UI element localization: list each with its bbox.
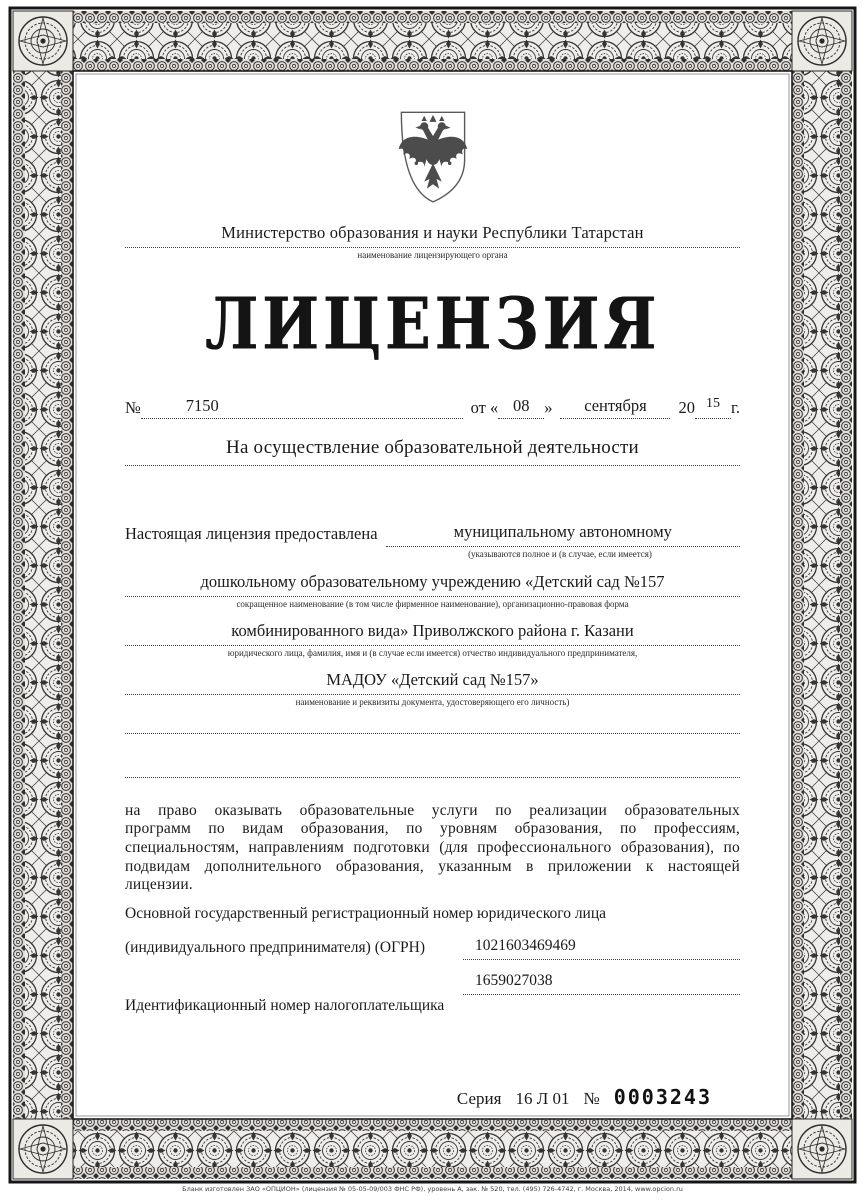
number-sign: № xyxy=(125,398,141,418)
grantee-line4-value: МАДОУ «Детский сад №157» xyxy=(326,670,539,690)
grantee-line1-field xyxy=(386,524,740,547)
date-close-quote: » xyxy=(544,398,553,418)
date-prefix: от « xyxy=(470,398,499,418)
ogrn-row xyxy=(125,936,740,960)
ministry-caption: наименование лицензирующего органа xyxy=(357,250,508,260)
inn-row xyxy=(125,971,740,995)
grantee-line3-value: комбинированного вида» Приволжского района г. Казани xyxy=(231,621,634,641)
blank-manufacturer-footer: Бланк изготовлен ЗАО «ОПЦИОН» (лицензия № 05-05-09/003 ФНС РФ), уровень А, зак. № 520, тел. (495) 726-4742, г. Москва, 2014, www.opcion.ru xyxy=(182,1185,683,1193)
date-day: 08 xyxy=(512,396,530,416)
ogrn-value-field xyxy=(463,936,740,960)
license-scope-paragraph: на право оказывать образовательные услуги по реализации образовательных программ по видам образования, по уровням образования, по профессиям, специальностям, направлениям подготовки (для профессионального образования), по подвидам дополнительного образования, указанным в приложении к настоящей лицензии. xyxy=(125,801,740,894)
date-g: г. xyxy=(730,398,740,418)
grantee-line2-caption: сокращенное наименование (в том числе фирменное наименование), организационно-правовая форма xyxy=(236,598,629,609)
grantee-line2-value: дошкольному образовательному учреждению «Детский сад №157 xyxy=(200,571,665,591)
date-year-prefix: 20 xyxy=(678,398,695,418)
document-content xyxy=(125,71,740,1109)
license-number-field xyxy=(141,398,463,419)
grantee-line4-caption: наименование и реквизиты документа, удостоверяющего его личность) xyxy=(295,697,570,708)
ogrn-value: 1021603469469 xyxy=(475,936,576,954)
inn-value-field xyxy=(463,971,740,995)
grantee-line3-field xyxy=(125,623,740,646)
license-subtitle: На осуществление образовательной деятельности xyxy=(125,437,740,466)
license-title: ЛИЦЕНЗИЯ xyxy=(204,284,661,367)
grantee-line1-caption: (указываются полное и (в случае, если имеется) xyxy=(468,549,652,560)
date-day-field xyxy=(498,398,544,419)
license-number-row xyxy=(125,398,740,419)
grantee-label: Настоящая лицензия предоставлена xyxy=(125,524,378,544)
series-label: Серия xyxy=(456,1088,502,1108)
empty-dotted-line-1 xyxy=(125,708,740,734)
ogrn-label-line1: Основной государственный регистрационный номер юридического лица xyxy=(125,904,607,922)
russian-coat-of-arms-icon xyxy=(389,107,477,208)
grantee-line1-value: муниципальному автономному xyxy=(453,522,672,542)
date-month: сентября xyxy=(584,396,647,416)
series-number: 0003243 xyxy=(613,1084,712,1109)
inn-label: Идентификационный номер налогоплательщика xyxy=(125,996,445,1014)
series-row xyxy=(125,1085,712,1109)
grantee-line4-field xyxy=(125,672,740,695)
grantee-line3-caption: юридического лица, фамилия, имя и (в случае если имеется) отчество индивидуального предпринимателя, xyxy=(227,648,638,659)
empty-dotted-line-2 xyxy=(125,734,740,778)
grantee-line1-caption-row xyxy=(125,549,740,559)
ogrn-label-line2: (индивидуального предпринимателя) (ОГРН) xyxy=(125,938,426,956)
series-value: 16 Л 01 xyxy=(515,1088,570,1108)
coat-of-arms-block xyxy=(125,107,740,213)
grantee-line2-field xyxy=(125,571,740,597)
license-number: 7150 xyxy=(185,396,219,416)
series-number-sign: № xyxy=(583,1088,600,1108)
date-month-field xyxy=(560,398,670,419)
date-year-field xyxy=(695,398,731,419)
grantee-row xyxy=(125,524,740,547)
inn-value: 1659027038 xyxy=(475,971,553,989)
ministry-title: Министерство образования и науки Республики Татарстан xyxy=(125,223,740,248)
date-year-suffix: 15 xyxy=(705,396,720,412)
